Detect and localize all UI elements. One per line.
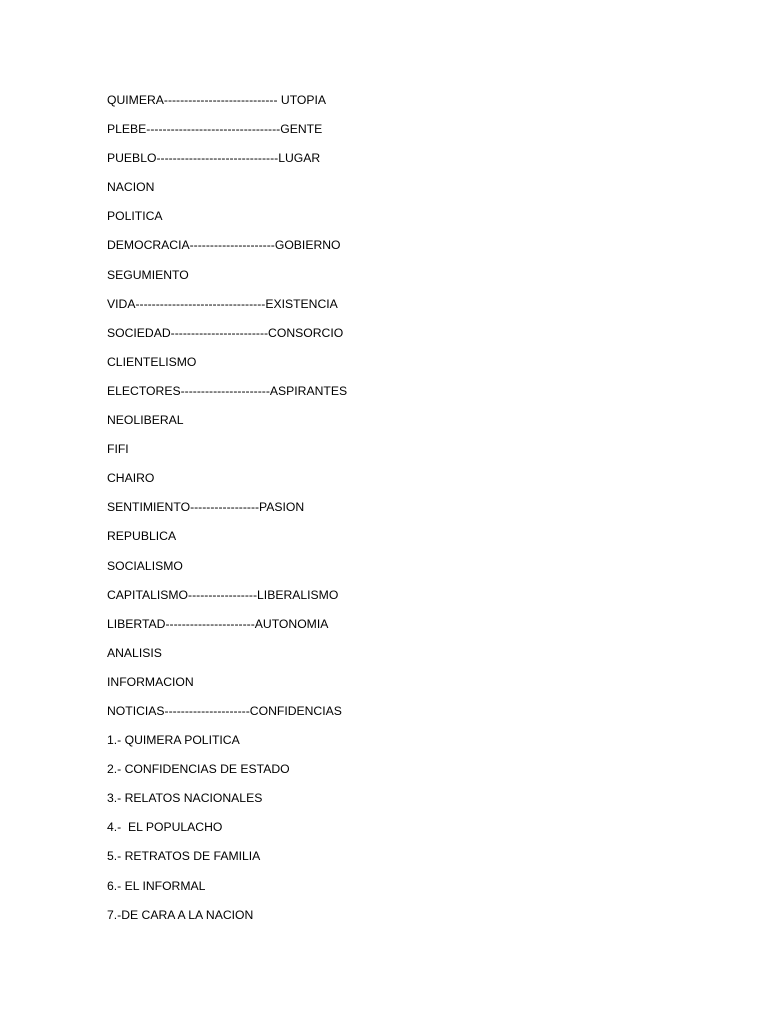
text-line: ANALISIS	[107, 645, 162, 660]
text-line: 3.- RELATOS NACIONALES	[107, 791, 263, 806]
text-line: FIFI	[107, 442, 129, 457]
text-line: SENTIMIENTO-----------------PASION	[107, 500, 305, 515]
text-line: 7.-DE CARA A LA NACION	[107, 907, 254, 922]
text-line: NOTICIAS---------------------CONFIDENCIAS	[107, 703, 342, 718]
text-line: ELECTORES----------------------ASPIRANTES	[107, 383, 348, 398]
text-line: CAPITALISMO-----------------LIBERALISMO	[107, 587, 339, 602]
text-line: SOCIEDAD------------------------CONSORCIO	[107, 325, 344, 340]
text-line: 5.- RETRATOS DE FAMILIA	[107, 849, 261, 864]
text-line: DEMOCRACIA---------------------GOBIERNO	[107, 238, 341, 253]
text-line: LIBERTAD----------------------AUTONOMIA	[107, 616, 329, 631]
text-line: CHAIRO	[107, 471, 155, 486]
text-line: 6.- EL INFORMAL	[107, 878, 206, 893]
text-line: 2.- CONFIDENCIAS DE ESTADO	[107, 762, 290, 777]
document-body	[107, 91, 347, 935]
text-line: REPUBLICA	[107, 529, 177, 544]
text-line: INFORMACION	[107, 674, 194, 689]
text-line: 4.- EL POPULACHO	[107, 820, 223, 835]
text-line: PUEBLO------------------------------LUGAR	[107, 151, 321, 166]
text-line: 1.- QUIMERA POLITICA	[107, 733, 240, 748]
text-line: CLIENTELISMO	[107, 354, 197, 369]
text-line: POLITICA	[107, 209, 163, 224]
text-line: SEGUMIENTO	[107, 267, 189, 282]
text-line: PLEBE---------------------------------GENTE	[107, 122, 323, 137]
text-line: VIDA--------------------------------EXISTENCIA	[107, 296, 338, 311]
text-line: NACION	[107, 180, 155, 195]
text-line: QUIMERA---------------------------- UTOPIA	[107, 93, 327, 107]
text-line: SOCIALISMO	[107, 558, 183, 573]
text-line: NEOLIBERAL	[107, 413, 184, 428]
